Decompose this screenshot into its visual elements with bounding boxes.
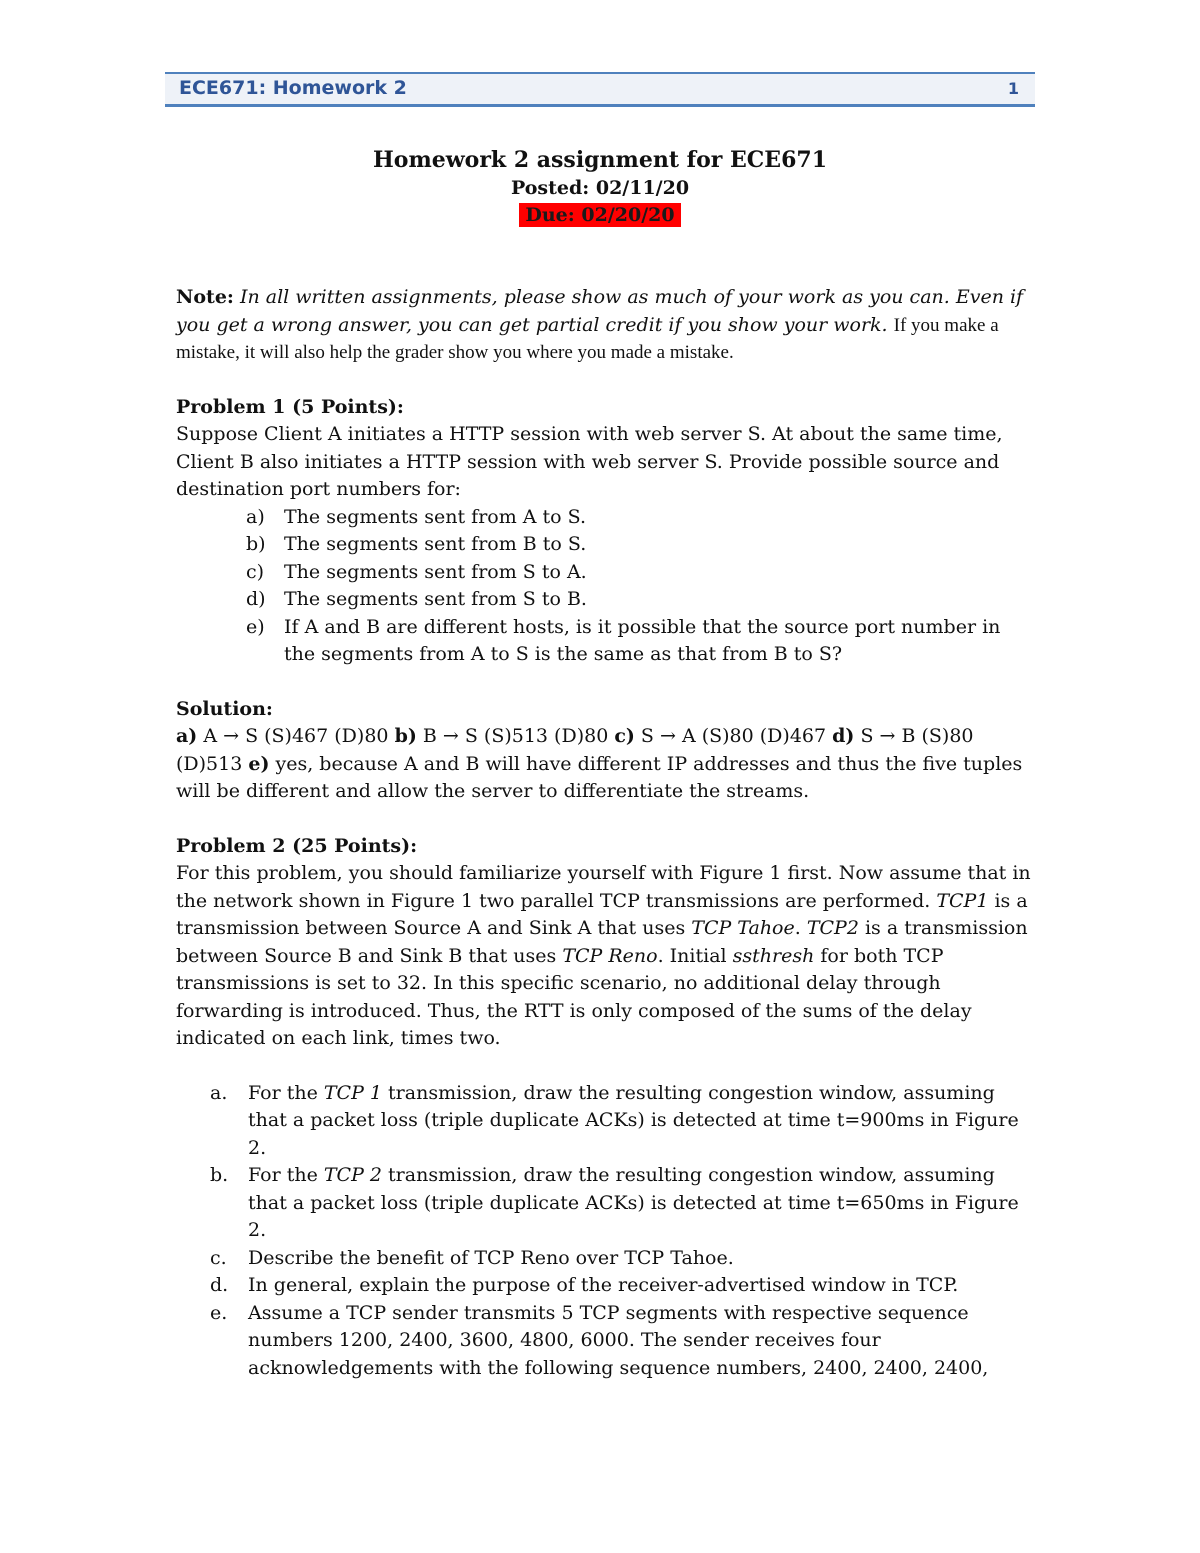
note-italic-text: In all written assignments, please show as much of your work as you can. Even if you get a wrong answer, you can get partial credit if you show your work. <box>176 286 1024 336</box>
assignment-title: Homework 2 assignment for ECE671 <box>372 147 828 173</box>
title-block <box>165 145 1035 227</box>
problem2-list <box>176 1080 1036 1383</box>
list-item: e) If A and B are different hosts, is it possible that the source port number in the segments from A to S is the same as that from B to S? <box>246 615 1001 665</box>
list-item: c) The segments sent from S to A. <box>246 560 587 583</box>
solution-text: a) A → S (S)467 (D)80 b) B → S (S)513 (D)80 c) S → A (S)80 (D)467 d) S → B (S)80 (D)513 e) yes, because A and B will have different IP addresses and thus the five tuples will be different and allow the server to differentiate the streams. <box>176 725 1023 802</box>
list-item: a. For the TCP 1 transmission, draw the resulting congestion window, assuming that a packet loss (triple duplicate ACKs) is detected at time t=900ms in Figure 2. <box>210 1081 1019 1159</box>
problem1-list <box>176 504 1036 669</box>
note-plain-text: If you make a mistake, it will also help the grader show you where you made a mistake. <box>176 314 999 363</box>
page-header <box>165 72 1035 107</box>
problem2-intro: For this problem, you should familiarize yourself with Figure 1 first. Now assume that in the network shown in Figure 1 two parallel TCP transmissions are performed. TCP1 is a transmission between Source A and Sink A that uses TCP Tahoe. TCP2 is a transmission between Source B and Sink B that uses TCP Reno. Initial ssthresh for both TCP transmissions is set to 32. In this specific scenario, no additional delay through forwarding is introduced. Thus, the RTT is only composed of the sums of the delay indicated on each link, times two. <box>176 862 1031 1049</box>
due-date: Due: 02/20/20 <box>519 203 680 227</box>
document-body <box>176 284 1036 1382</box>
problem1-heading: Problem 1 (5 Points): <box>176 395 404 418</box>
problem1-intro: Suppose Client A initiates a HTTP session with web server S. At about the same time, Client B also initiates a HTTP session with web server S. Provide possible source and destination port numbers for: <box>176 423 1003 500</box>
posted-date: Posted: 02/11/20 <box>510 177 690 199</box>
solution-heading: Solution: <box>176 697 273 720</box>
list-item: d. In general, explain the purpose of the receiver-advertised window in TCP. <box>210 1274 959 1296</box>
list-item: c. Describe the benefit of TCP Reno over TCP Tahoe. <box>210 1246 734 1269</box>
list-item: e. Assume a TCP sender transmits 5 TCP segments with respective sequence numbers 1200, 2400, 3600, 4800, 6000. The sender receives four acknowledgements with the following sequence numbers, 2400, 2400, 2400, <box>210 1301 989 1379</box>
page-number: 1 <box>1007 79 1019 98</box>
header-title: ECE671: Homework 2 <box>179 77 407 99</box>
list-item: b. For the TCP 2 transmission, draw the resulting congestion window, assuming that a packet loss (triple duplicate ACKs) is detected at time t=650ms in Figure 2. <box>210 1164 1019 1241</box>
note-label: Note: <box>176 286 234 308</box>
problem2-heading: Problem 2 (25 Points): <box>176 834 418 857</box>
list-item: a) The segments sent from A to S. <box>246 505 587 528</box>
list-item: d) The segments sent from S to B. <box>246 588 587 610</box>
list-item: b) The segments sent from B to S. <box>246 533 587 555</box>
note-paragraph <box>176 284 1036 367</box>
